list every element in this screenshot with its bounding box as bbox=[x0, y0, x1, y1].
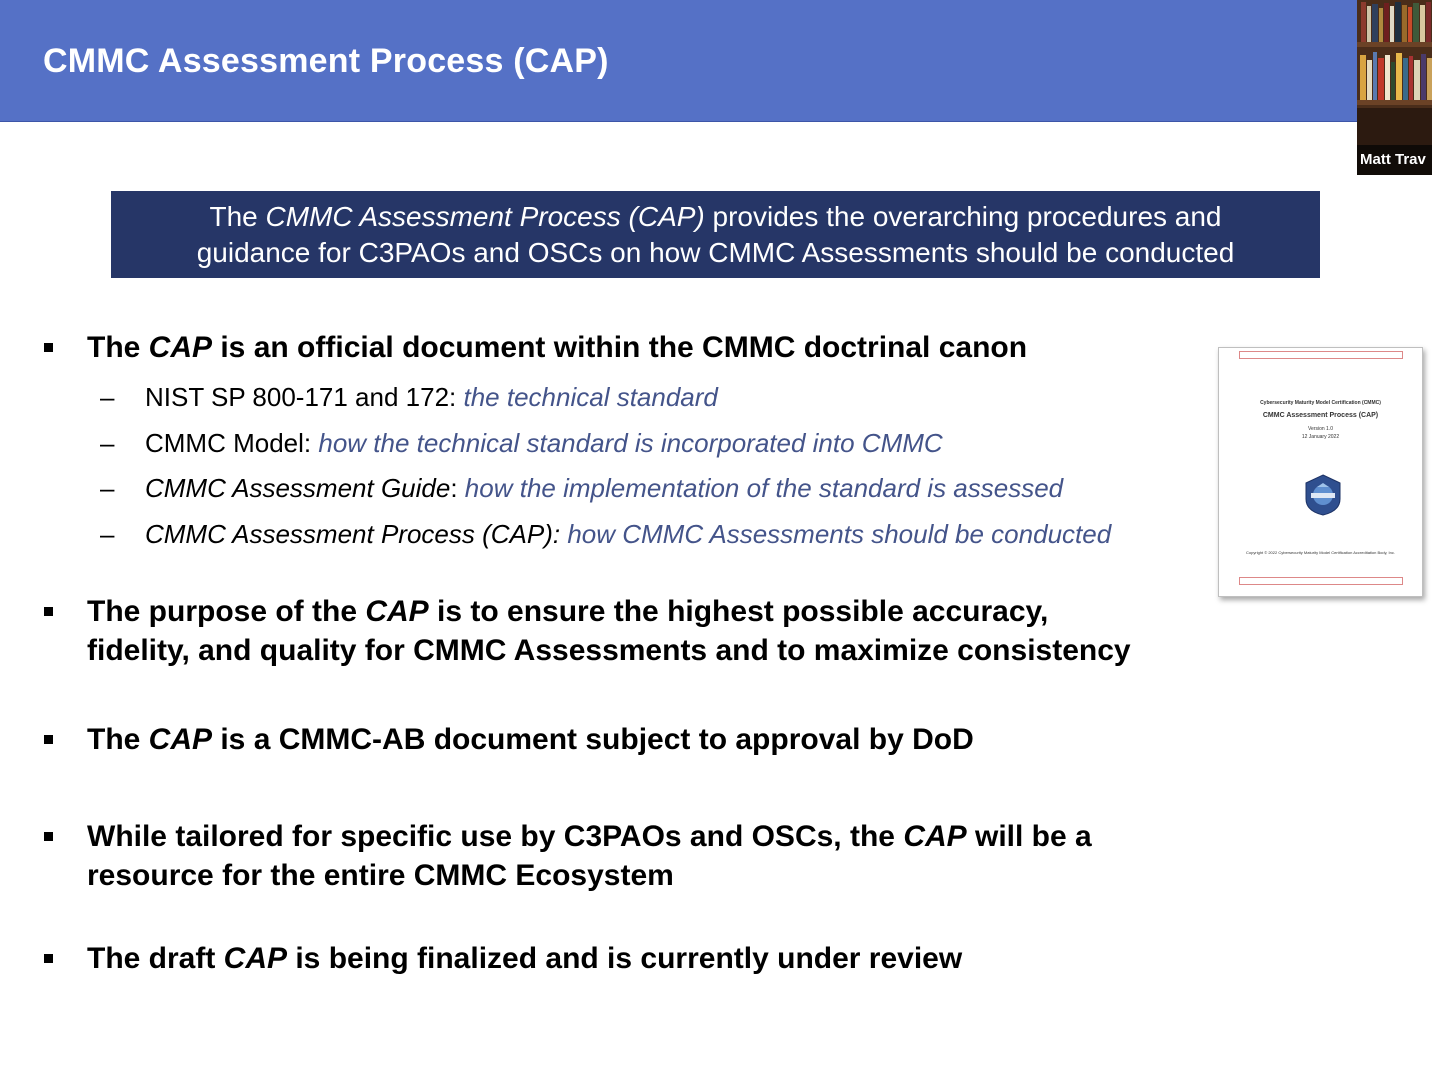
bullet-marker bbox=[44, 607, 53, 616]
doc-header-banner bbox=[1239, 351, 1403, 359]
doc-version-line: Version 1.0 bbox=[1307, 426, 1334, 432]
slide-title: CMMC Assessment Process (CAP) bbox=[43, 42, 609, 80]
doc-copyright-line: Copyright © 2022 Cybersecurity Maturity Model Certification Accreditation Body, Inc. bbox=[1246, 550, 1395, 555]
webcam-participant-name: Matt Trav bbox=[1357, 145, 1432, 175]
cap-document-thumbnail bbox=[1218, 347, 1423, 597]
doc-title-line: CMMC Assessment Process (CAP) bbox=[1262, 412, 1379, 419]
bookshelf-image bbox=[1357, 0, 1432, 150]
slide-title-bar bbox=[0, 0, 1358, 122]
bullet-marker bbox=[44, 735, 53, 744]
bullet-marker bbox=[44, 954, 53, 963]
callout-box bbox=[111, 191, 1320, 278]
webcam-thumbnail[interactable] bbox=[1357, 0, 1432, 175]
cmmc-seal-icon bbox=[1303, 473, 1343, 517]
doc-footer-banner bbox=[1239, 577, 1403, 585]
doc-org-line: Cybersecurity Maturity Model Certification (CMMC) bbox=[1260, 400, 1381, 406]
callout-line-2: guidance for C3PAOs and OSCs on how CMMC Assessments should be conducted bbox=[196, 237, 1235, 268]
callout-line-1: The CMMC Assessment Process (CAP) provides the overarching procedures and bbox=[209, 201, 1222, 232]
bullet-marker bbox=[44, 832, 53, 841]
bullet-marker bbox=[44, 343, 53, 352]
doc-date-line: 12 January 2022 bbox=[1301, 434, 1340, 440]
